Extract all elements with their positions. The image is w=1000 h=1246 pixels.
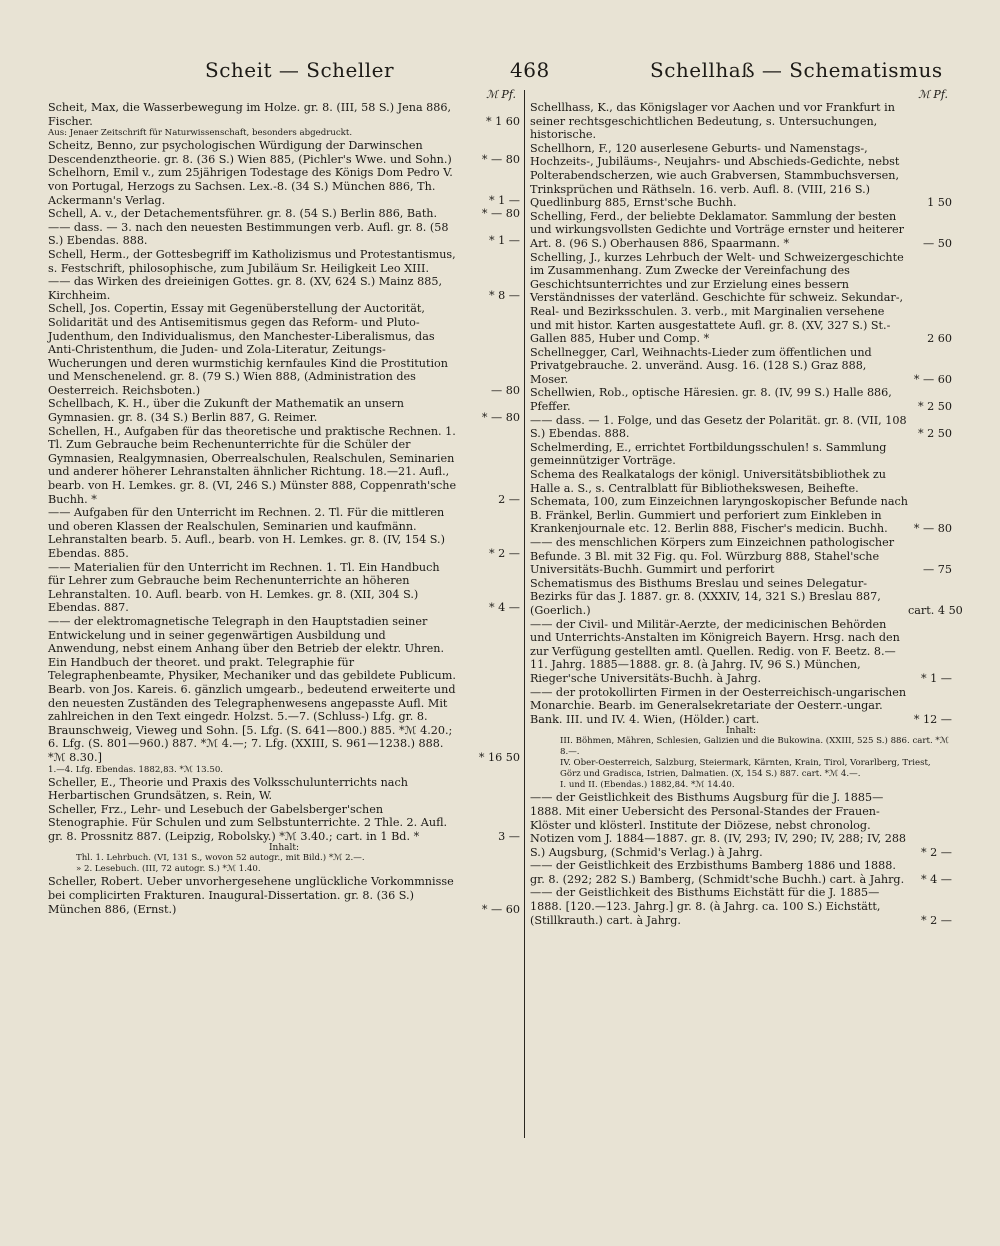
entry-text: Scheitz, Benno, zur psychologischen Würdigung der Darwinschen Descendenztheorie. gr. 8. (36 S.) Wien 885, (Pichler's Wwe. und Sohn.) xyxy=(48,139,452,166)
left-column xyxy=(48,88,520,916)
catalog-entry xyxy=(530,536,952,577)
entry-text: Schema des Realkatalogs der königl. Universitätsbibliothek zu Halle a. S., s. Centralblatt für Bibliothekswesen, Beihefte. xyxy=(530,468,886,495)
contents-title: Inhalt: xyxy=(268,843,300,854)
catalog-entry xyxy=(530,346,952,387)
right-column xyxy=(530,88,963,927)
catalog-entry xyxy=(530,251,952,346)
entry-text: 1.—4. Lfg. Ebendas. 1882,83. *ℳ 13.50. xyxy=(48,764,224,775)
catalog-entry xyxy=(530,101,952,142)
entry-price: * — 80 xyxy=(481,152,520,166)
column-divider xyxy=(524,90,525,1138)
entry-text: —— dass. — 3. nach den neuesten Bestimmungen verb. Aufl. gr. 8. (58 S.) Ebendas. 888. xyxy=(48,220,449,248)
entry-price: cart. 4 50 xyxy=(908,603,963,617)
catalog-entry xyxy=(530,468,952,495)
catalog-entry xyxy=(530,618,952,686)
entry-text: Schelhorn, Emil v., zum 25jährigen Todestage des Königs Dom Pedro V. von Portugal, Herzogs zu Sachsen. Lex.-8. (34 S.) München 886, Th. Ackermann's Verlag. xyxy=(48,166,453,207)
catalog-entry xyxy=(48,207,520,221)
catalog-entry xyxy=(530,386,952,413)
entry-price: * — 60 xyxy=(913,372,952,386)
catalog-entry xyxy=(530,142,952,210)
entry-text: Schelmerding, E., errichtet Fortbildungsschulen! s. Sammlung gemeinnütziger Vorträge. xyxy=(530,440,887,468)
entry-price: * 4 — xyxy=(920,872,952,886)
catalog-entry xyxy=(48,561,520,615)
entry-price: * 1 60 xyxy=(485,114,520,128)
entry-price: — 75 xyxy=(923,563,952,577)
entry-text: Schellhass, K., das Königslager vor Aachen und vor Frankfurt in seiner rechtsgeschichtlichen Bedeutung, s. Untersuchungen, historische. xyxy=(530,101,895,142)
entry-price: * 2 — xyxy=(488,547,520,560)
entry-note xyxy=(48,765,520,776)
currency-unit-label: ℳ Pf. xyxy=(918,88,948,101)
entry-text: Schellbach, K. H., über die Zukunft der Mathematik an unsern Gymnasien. gr. 8. (34 S.) Berlin 887, G. Reimer. xyxy=(48,397,404,425)
catalog-entry xyxy=(530,414,952,441)
entry-price: 2 60 xyxy=(927,332,952,346)
entry-price: * 2 50 xyxy=(917,400,952,414)
entry-text: Schelling, J., kurzes Lehrbuch der Welt- und Schweizergeschichte im Zusammenhang. Zum Zwecke der Vereinfachung des Geschichtsunterrichtes und zur Erzielung eines bessern Verständnisses der vaterländ. Geschichte für schweiz. Sekundar-, Real- und Bezirksschulen. 3. verb., mit Marginalien versehene und mit histor. Karten ausgestattete Aufl. gr. 8. (XV, 327 S.) St.-Gallen 885, Huber und Comp. * xyxy=(530,250,904,346)
entry-price: — 80 xyxy=(491,383,520,397)
catalog-entry xyxy=(48,425,520,507)
entry-text: Scheller, E., Theorie und Praxis des Volksschulunterrichts nach Herbartischen Grundsätzen, s. Rein, W. xyxy=(48,775,408,803)
page-number: 468 xyxy=(510,58,550,82)
entry-price: * 8 — xyxy=(488,288,520,302)
entry-price: 1 50 xyxy=(927,196,952,210)
contents-note xyxy=(530,726,952,791)
contents-line: III. Böhmen, Mähren, Schlesien, Galizien und die Bukowina. (XXIII, 525 S.) 886. cart. *ℳ 8.—. xyxy=(560,736,949,758)
catalog-entry xyxy=(48,615,520,765)
entry-price: 3 — xyxy=(498,829,520,843)
catalog-entry xyxy=(530,576,963,618)
catalog-entry xyxy=(530,686,952,727)
contents-note xyxy=(48,843,520,875)
entry-text: Schellen, H., Aufgaben für das theoretische und praktische Rechnen. 1. Tl. Zum Gebrauche beim Rechenunterrichte für die Schüler der Gymnasien, Realgymnasien, Oberrealschulen, Realschulen, Seminarien und anderer höherer Lehranstalten ähnlicher Richtung. 18.—21. Aufl., bearb. von H. Lemkes. gr. 8. (VI, 246 S.) Münster 888, Coppenrath'sche Buchh. * xyxy=(48,424,457,506)
catalog-entry xyxy=(48,302,520,397)
catalog-entry xyxy=(48,275,520,302)
catalog-entry xyxy=(48,803,520,844)
catalog-entry xyxy=(530,886,952,927)
entry-price: * — 80 xyxy=(481,411,520,425)
entry-price: * 16 50 xyxy=(478,750,520,764)
header-right-title: Schellhaß — Schematismus xyxy=(650,58,943,82)
contents-line: » 2. Lesebuch. (III, 72 autogr. S.) *ℳ 1.40. xyxy=(76,864,261,875)
entry-text: Schell, A. v., der Detachementsführer. gr. 8. (54 S.) Berlin 886, Bath. xyxy=(48,207,438,221)
catalog-entry xyxy=(530,791,952,859)
entry-price: * — 60 xyxy=(481,902,520,916)
entry-price: * 4 — xyxy=(488,601,520,615)
entry-text: Scheller, Robert. Ueber unvorhergesehene unglückliche Vorkommnisse bei complicirten Frakturen. Inaugural-Dissertation. gr. 8. (36 S.) München 886, (Ernst.) xyxy=(48,875,454,916)
entry-price: * 2 50 xyxy=(917,427,952,441)
entry-text: —— des menschlichen Körpers zum Einzeichnen pathologischer Befunde. 3 Bl. mit 32 Fig. qu. Fol. Würzburg 888, Stahel'sche Universitäts-Buchh. Gummirt und perforirt xyxy=(530,536,895,577)
catalog-entry xyxy=(48,776,520,803)
catalog-entry xyxy=(48,101,520,128)
entry-price: * 1 — xyxy=(488,234,520,248)
entry-text: —— Materialien für den Unterricht im Rechnen. 1. Tl. Ein Handbuch für Lehrer zum Gebrauche beim Rechenunterrichte an höheren Lehranstalten. 10. Aufl. bearb. von H. Lemkes. gr. 8. (XII, 304 S.) Ebendas. 887. xyxy=(48,560,440,615)
catalog-entry xyxy=(48,166,520,207)
currency-unit-label: ℳ Pf. xyxy=(486,88,516,101)
entry-text: —— dass. — 1. Folge, und das Gesetz der Polarität. gr. 8. (VII, 108 S.) Ebendas. 888. xyxy=(530,413,907,441)
entry-note xyxy=(48,128,520,139)
entry-text: Schell, Herm., der Gottesbegriff im Katholizismus und Protestantismus, s. Festschrift, philosophische, zum Jubiläum Sr. Heiligkeit Leo XIII. xyxy=(48,247,456,275)
entry-text: —— der Geistlichkeit des Bisthums Eichstätt für die J. 1885—1888. [120.—123. Jahrg.] gr. 8. (à Jahrg. ca. 100 S.) Eichstätt, (Stillkrauth.) cart. à Jahrg. xyxy=(530,886,881,927)
entry-text: —— der protokollirten Firmen in der Oesterreichisch-ungarischen Monarchie. Bearb. im Generalsekretariate der Oesterr.-ungar. Bank. III. und IV. 4. Wien, (Hölder.) cart. xyxy=(530,685,907,726)
contents-line: IV. Ober-Oesterreich, Salzburg, Steiermark, Kärnten, Krain, Tirol, Vorarlberg, Triest, Görz und Gradisca, Istrien, Dalmatien. (X, 154 S.) 887. cart. *ℳ 4.—. xyxy=(560,758,931,780)
catalog-entry xyxy=(530,441,952,468)
entry-text: Schematismus des Bisthums Breslau und seines Delegatur-Bezirks für das J. 1887. gr. 8. (XXXIV, 14, 321 S.) Breslau 887, (Goerlich.) xyxy=(530,576,881,617)
entry-text: Schelling, Ferd., der beliebte Deklamator. Sammlung der besten und wirkungsvollsten Gedichte und Vorträge ernster und heiterer Art. 8. (96 S.) Oberhausen 886, Spaarmann. * xyxy=(530,209,905,250)
catalog-entry xyxy=(48,139,520,166)
entry-text: Schellhorn, F., 120 auserlesene Geburts- und Namenstags-, Hochzeits-, Jubiläums-, Neujahrs- und Abschieds-Gedichte, nebst Polterabendscherzen, wie auch Grabversen, Stammbuchsversen, Trinksprüchen und Räthseln. 16. verb. Aufl. 8. (VIII, 216 S.) Quedlinburg 885, Ernst'sche Buchh. xyxy=(530,141,900,210)
contents-title: Inhalt: xyxy=(725,726,757,737)
catalog-entry xyxy=(530,495,952,536)
entry-text: —— der Geistlichkeit des Erzbisthums Bamberg 1886 und 1888. gr. 8. (292; 282 S.) Bamberg, (Schmidt'sche Buchh.) cart. à Jahrg. xyxy=(530,859,905,886)
entry-text: —— der Geistlichkeit des Bisthums Augsburg für die J. 1885—1888. Mit einer Uebersicht des Personal-Standes der Frauen-Klöster und klösterl. Institute der Diözese, nebst chronolog. Notizen vom J. 1884—1887. gr. 8. (IV, 293; IV, 290; IV, 288; IV, 288 S.) Augsburg, (Schmid's Verlag.) à Jahrg. xyxy=(530,791,907,859)
entry-text: Scheit, Max, die Wasserbewegung im Holze. gr. 8. (III, 58 S.) Jena 886, Fischer. xyxy=(48,101,452,128)
entry-price: * 2 — xyxy=(920,845,952,859)
entry-price: — 50 xyxy=(923,236,952,250)
entry-price: * 1 — xyxy=(488,193,520,207)
entry-text: —— das Wirken des dreieinigen Gottes. gr. 8. (XV, 624 S.) Mainz 885, Kirchheim. xyxy=(48,275,443,302)
entry-price: * 12 — xyxy=(913,712,952,726)
entry-text: —— der Civil- und Militär-Aerzte, der medicinischen Behörden und Unterrichts-Anstalten im Königreich Bayern. Hrsg. nach den zur Verfügung gestellten amtl. Quellen. Redig. von F. Beetz. 8.—11. Jahrg. 1885—1888. gr. 8. (à Jahrg. IV, 96 S.) München, Rieger'sche Universitäts-Buchh. à Jahrg. xyxy=(530,617,900,685)
catalog-entry xyxy=(48,875,520,916)
entry-price: * 2 — xyxy=(920,913,952,927)
entry-price: * 1 — xyxy=(920,671,952,685)
entry-text: —— Aufgaben für den Unterricht im Rechnen. 2. Tl. Für die mittleren und oberen Klassen der Realschulen, Seminarien und kaufmänn. Lehranstalten bearb. 5. Aufl., bearb. von H. Lemkes. gr. 8. (IV, 154 S.) Ebendas. 885. xyxy=(48,506,445,560)
header-left-title: Scheit — Scheller xyxy=(205,58,395,82)
contents-line: Thl. 1. Lehrbuch. (VI, 131 S., wovon 52 autogr., mit Bild.) *ℳ 2.—. xyxy=(76,853,365,864)
catalog-entry xyxy=(530,859,952,886)
entry-text: Schell, Jos. Copertin, Essay mit Gegenüberstellung der Auctorität, Solidarität und des Antisemitismus gegen das Reform- und Pluto-Judenthum, den Individualismus, den Manchester-Liberalismus, das Anti-Christenthum, die Juden- und Zola-Literatur, Zeitungs-Wucherungen und deren wurmstichig kernfaules Kind die Prostitution und Menschenelend. gr. 8. (79 S.) Wien 888, (Administration des Oesterreich. Reichsboten.) xyxy=(48,302,448,397)
entry-price: * — 80 xyxy=(481,207,520,221)
entry-price: * — 80 xyxy=(913,522,952,536)
entry-text: Schellnegger, Carl, Weihnachts-Lieder zum öffentlichen und Privatgebrauche. 2. unveränd. Ausg. 16. (128 S.) Graz 888, Moser. xyxy=(530,345,872,386)
entry-text: Schemata, 100, zum Einzeichnen laryngoskopischer Befunde nach B. Fränkel, Berlin. Gummiert und perforiert zum Einkleben in Krankenjournale etc. 12. Berlin 888, Fischer's medicin. Buchh. xyxy=(530,495,908,536)
catalog-entry xyxy=(48,248,520,275)
contents-line: I. und II. (Ebendas.) 1882,84. *ℳ 14.40. xyxy=(560,780,735,791)
catalog-entry xyxy=(530,210,952,251)
entry-text: —— der elektromagnetische Telegraph in den Hauptstadien seiner Entwickelung und in seiner gegenwärtigen Ausbildung und Anwendung, nebst einem Anhang über den Betrieb der elektr. Uhren. Ein Handbuch der theoret. und prakt. Telegraphie für Telegraphenbeamte, Physiker, Mechaniker und das gebildete Publicum. Bearb. von Jos. Kareis. 6. gänzlich umgearb., bedeutend erweiterte und den neuesten Zuständen des Telegraphenwesens angepasste Aufl. Mit zahlreichen in den Text eingedr. Holzst. 5.—7. (Schluss-) Lfg. gr. 8. Braunschweig, Vieweg und Sohn. [5. Lfg. (S. 641—800.) 885. *ℳ 4.20.; 6. Lfg. (S. 801—960.) 887. *ℳ 4.—; 7. Lfg. (XXIII, S. 961—1238.) 888. *ℳ 8.30.] xyxy=(48,614,456,764)
entry-text: Scheller, Frz., Lehr- und Lesebuch der Gabelsberger'schen Stenographie. Für Schulen und zum Selbstunterrichte. 2 Thle. 2. Aufl. gr. 8. Prossnitz 887. (Leipzig, Robolsky.) *ℳ 3.40.; cart. in 1 Bd. * xyxy=(48,802,448,843)
catalog-entry xyxy=(48,506,520,560)
catalog-entry xyxy=(48,221,520,248)
catalog-entry xyxy=(48,397,520,424)
entry-text: Schellwien, Rob., optische Häresien. gr. 8. (IV, 99 S.) Halle 886, Pfeffer. xyxy=(530,386,892,414)
entry-price: 2 — xyxy=(498,492,520,506)
entry-text: Aus: Jenaer Zeitschrift für Naturwissenschaft, besonders abgedruckt. xyxy=(48,128,353,139)
